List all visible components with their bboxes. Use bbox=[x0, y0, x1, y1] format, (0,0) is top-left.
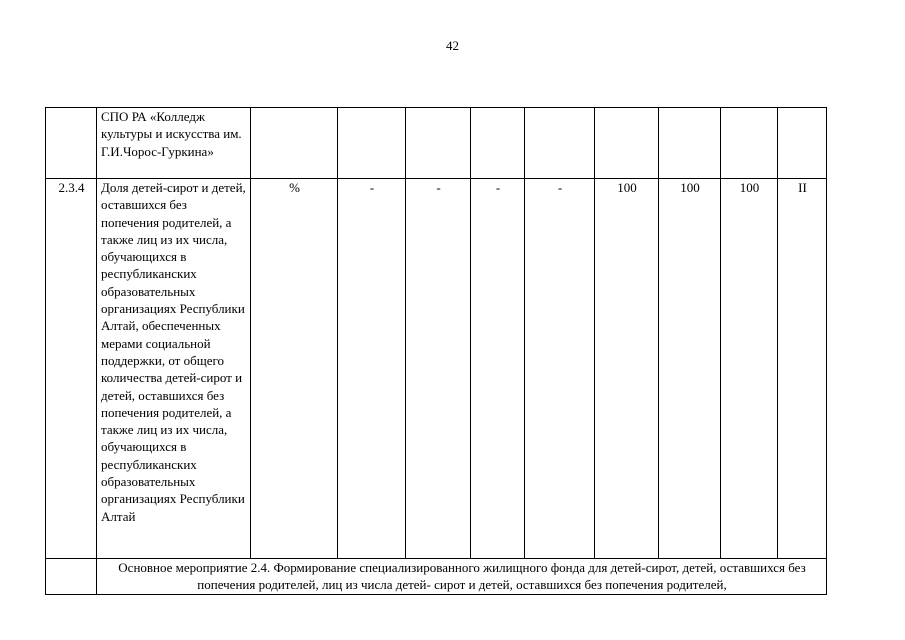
cell-value: 100 bbox=[595, 179, 659, 559]
cell-value bbox=[659, 108, 721, 179]
cell-unit: % bbox=[251, 179, 338, 559]
table-row-continuation bbox=[46, 108, 827, 179]
cell-number bbox=[46, 559, 97, 595]
cell-value bbox=[406, 108, 471, 179]
cell-value: - bbox=[338, 179, 406, 559]
cell-type: II bbox=[778, 179, 827, 559]
cell-value: - bbox=[406, 179, 471, 559]
table-row-indicator bbox=[46, 179, 827, 559]
section-heading: Основное мероприятие 2.4. Формирование специализированного жилищного фонда для детей-сирот, детей, оставшихся без попечения родителей, лиц из числа детей- сирот и детей, оставшихся без попечения родителей, bbox=[97, 559, 827, 595]
cell-value bbox=[721, 108, 778, 179]
cell-value: 100 bbox=[721, 179, 778, 559]
cell-value: 100 bbox=[659, 179, 721, 559]
cell-name: Доля детей-сирот и детей, оставшихся без попечения родителей, а также лиц из их числа, обучающихся в республиканских образовательных организациях Республики Алтай, обеспеченных мерами социальной поддержки, от общего количества детей-сирот и детей, оставшихся без попечения родителей, а также лиц из их числа, обучающихся в республиканских образовательных организациях Республики Алтай bbox=[97, 179, 251, 559]
table-row-section bbox=[46, 559, 827, 595]
indicators-table bbox=[45, 107, 827, 595]
cell-value bbox=[338, 108, 406, 179]
cell-value bbox=[471, 108, 525, 179]
page-number: 42 bbox=[446, 38, 459, 53]
cell-number bbox=[46, 108, 97, 179]
cell-value bbox=[525, 108, 595, 179]
cell-type bbox=[778, 108, 827, 179]
cell-value bbox=[595, 108, 659, 179]
cell-number: 2.3.4 bbox=[46, 179, 97, 559]
cell-name: СПО РА «Колледж культуры и искусства им. Г.И.Чорос-Гуркина» bbox=[97, 108, 251, 179]
cell-unit bbox=[251, 108, 338, 179]
cell-value: - bbox=[525, 179, 595, 559]
cell-value: - bbox=[471, 179, 525, 559]
